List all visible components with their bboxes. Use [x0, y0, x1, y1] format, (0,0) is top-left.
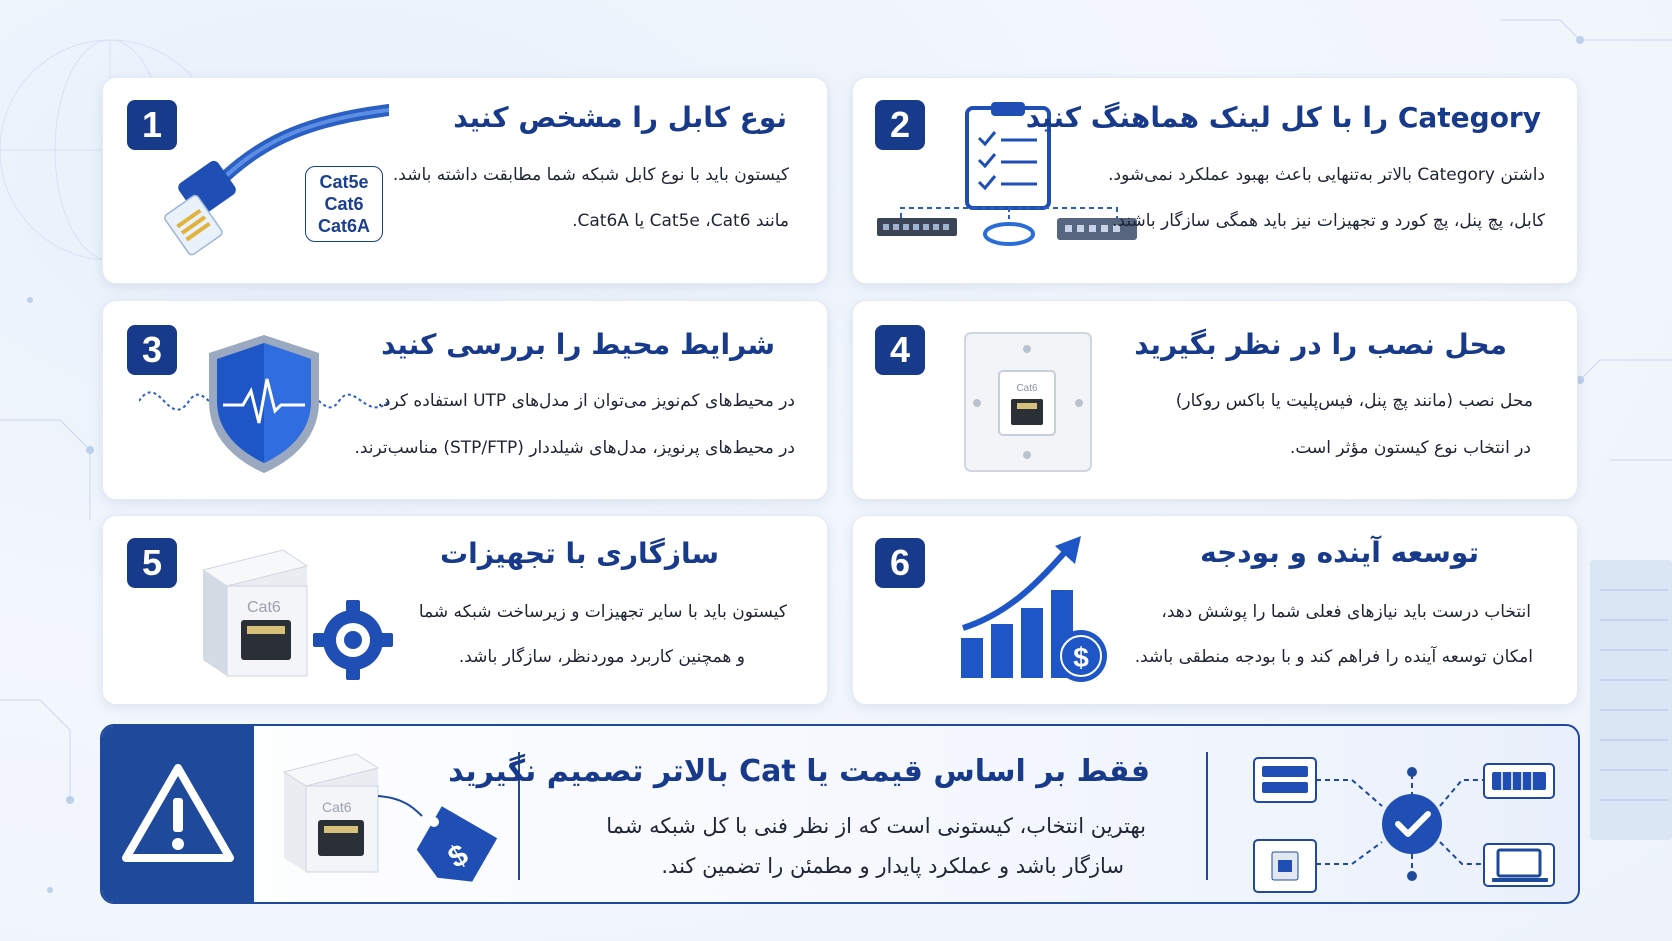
- badge-cat5e: Cat5e: [319, 172, 369, 192]
- banner-divider: [1206, 752, 1208, 880]
- card-compatibility: [102, 515, 828, 705]
- warning-banner: [100, 724, 1580, 904]
- warning-icon: [120, 762, 236, 866]
- cable-category-badge: [305, 166, 383, 242]
- port-label: Cat6: [247, 599, 281, 616]
- step-number-badge: 2: [875, 100, 925, 150]
- card-line-2: مانند Cat5e ،Cat6 یا Cat6A.: [572, 211, 789, 231]
- card-cable-type: [102, 77, 828, 284]
- faceplate-icon: [963, 331, 1093, 476]
- card-line-1: در محیط‌های کم‌نویز می‌توان از مدل‌های UTP استفاده کرد.: [377, 391, 795, 411]
- badge-cat6a: Cat6A: [317, 216, 370, 236]
- card-title: نوع کابل را مشخص کنید: [453, 101, 787, 134]
- card-title: سازگاری با تجهیزات: [439, 537, 719, 570]
- step-number-badge: 3: [127, 325, 177, 375]
- step-number-badge: 6: [875, 538, 925, 588]
- port-label: Cat6: [1016, 383, 1038, 394]
- step-number-badge: 1: [127, 100, 177, 150]
- card-line-2: و همچنین کاربرد موردنظر، سازگار باشد.: [458, 647, 745, 667]
- port-label: Cat6: [322, 799, 352, 815]
- svg-text:$: $: [442, 837, 474, 875]
- banner-title: فقط بر اساس قیمت یا Cat بالاتر تصمیم نگیرید: [448, 754, 1150, 789]
- card-line-2: در محیط‌های پرنویز، مدل‌های شیلددار (STP/FTP) مناسب‌ترند.: [354, 438, 795, 458]
- card-line-1: انتخاب درست باید نیازهای فعلی شما را پوشش دهد،: [1161, 602, 1531, 622]
- warning-panel: [102, 726, 254, 902]
- card-title: توسعه آینده و بودجه: [1200, 536, 1479, 569]
- card-line-1: داشتن Category بالاتر به‌تنهایی باعث بهبود عملکرد نمی‌شود.: [1108, 165, 1545, 185]
- card-line-1: کیستون باید با نوع کابل شبکه شما مطابقت داشته باشد.: [392, 165, 789, 185]
- card-line-2: در انتخاب نوع کیستون مؤثر است.: [1289, 438, 1531, 458]
- banner-line-2: سازگار باشد و عملکرد پایدار و مطمئن را تضمین کند.: [661, 854, 1124, 878]
- card-line-2: کابل، پچ پنل، پچ کورد و تجهیزات نیز باید همگی سازگار باشند.: [1112, 211, 1545, 231]
- card-line-1: کیستون باید با سایر تجهیزات و زیرساخت شبکه شما: [418, 602, 787, 622]
- shield-icon: [139, 331, 389, 481]
- card-future-budget: [852, 515, 1578, 705]
- network-devices-icon: [1252, 744, 1562, 894]
- card-title: Category را با کل لینک هماهنگ کنید: [1025, 101, 1541, 134]
- keystone-gear-icon: [183, 536, 403, 696]
- card-title: محل نصب را در نظر بگیرید: [1134, 328, 1507, 361]
- card-category-link: [852, 77, 1578, 284]
- card-title: شرایط محیط را بررسی کنید: [381, 328, 775, 361]
- step-number-badge: 5: [127, 538, 177, 588]
- step-number-badge: 4: [875, 325, 925, 375]
- card-environment: [102, 300, 828, 500]
- banner-line-1: بهترین انتخاب، کیستونی است که از نظر فنی با کل شبکه شما: [606, 814, 1146, 838]
- svg-text:$: $: [1073, 642, 1089, 673]
- growth-chart-icon: [957, 534, 1127, 694]
- card-install-location: [852, 300, 1578, 500]
- card-line-2: امکان توسعه آینده را فراهم کند و با بودجه منطقی باشد.: [1134, 647, 1533, 667]
- card-line-1: محل نصب (مانند پچ پنل، فیس‌پلیت یا باکس روکار): [1175, 391, 1533, 411]
- badge-cat6: Cat6: [324, 194, 364, 214]
